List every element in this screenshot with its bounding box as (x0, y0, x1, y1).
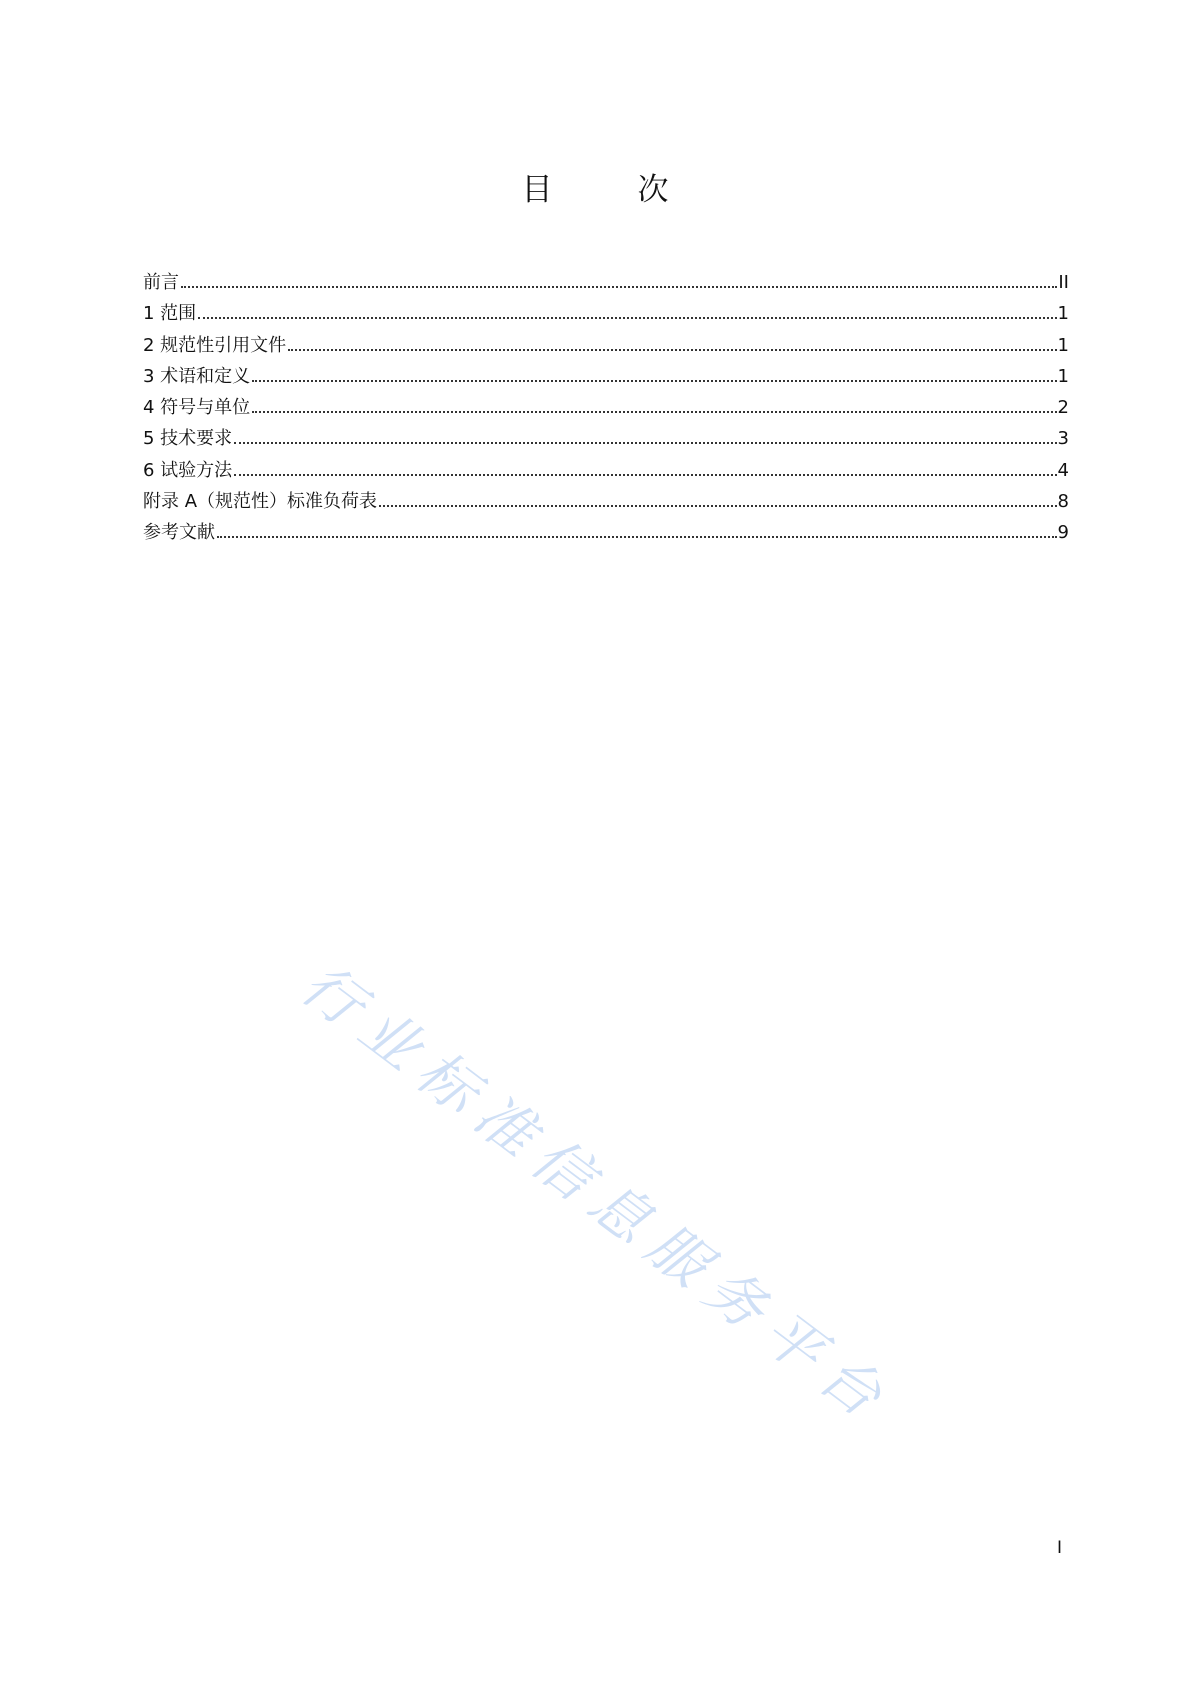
watermark: 行业标准信息服务平台 (289, 950, 905, 1438)
toc-dot-leader (288, 349, 1056, 351)
toc-entry-scope[interactable] (143, 302, 1069, 333)
toc-dot-leader (234, 442, 1056, 444)
toc-dot-leader (181, 286, 1057, 288)
toc-entry-label: 附录 A（规范性）标准负荷表 (143, 491, 378, 513)
toc-dot-leader (379, 505, 1057, 507)
toc-entry-test-methods[interactable] (143, 459, 1069, 490)
toc-entry-foreword[interactable] (143, 271, 1069, 302)
toc-entry-page: 3 (1057, 428, 1069, 450)
toc-entry-page: 1 (1057, 334, 1069, 356)
table-of-contents (143, 271, 1069, 553)
toc-entry-annex-a[interactable] (143, 490, 1069, 521)
toc-dot-leader (252, 411, 1056, 413)
toc-entry-page: 8 (1057, 491, 1069, 513)
toc-entry-label: 5 技术要求 (143, 428, 233, 450)
toc-entry-label: 2 规范性引用文件 (143, 334, 287, 356)
page-title: 目 次 (521, 172, 696, 208)
toc-entry-symbols-units[interactable] (143, 396, 1069, 427)
toc-dot-leader (234, 474, 1056, 476)
toc-entry-page: 1 (1057, 303, 1069, 325)
toc-entry-label: 参考文献 (143, 522, 215, 544)
toc-entry-label: 1 范围 (143, 303, 197, 325)
toc-entry-normative-references[interactable] (143, 334, 1069, 365)
toc-entry-page: 4 (1057, 459, 1069, 481)
toc-dot-leader (252, 380, 1056, 382)
toc-dot-leader (198, 317, 1056, 319)
toc-entry-page: II (1058, 272, 1069, 293)
footer-page-number: I (1056, 1538, 1062, 1558)
toc-entry-label: 3 术语和定义 (143, 365, 251, 387)
toc-entry-technical-requirements[interactable] (143, 427, 1069, 458)
toc-entry-page: 1 (1057, 365, 1069, 387)
toc-entry-page: 2 (1057, 397, 1069, 419)
toc-entry-terms-definitions[interactable] (143, 365, 1069, 396)
toc-entry-bibliography[interactable] (143, 521, 1069, 552)
toc-entry-label: 6 试验方法 (143, 459, 233, 481)
toc-entry-label: 前言 (143, 272, 179, 293)
toc-entry-page: 9 (1057, 522, 1069, 544)
toc-dot-leader (217, 536, 1057, 538)
toc-entry-label: 4 符号与单位 (143, 397, 251, 419)
